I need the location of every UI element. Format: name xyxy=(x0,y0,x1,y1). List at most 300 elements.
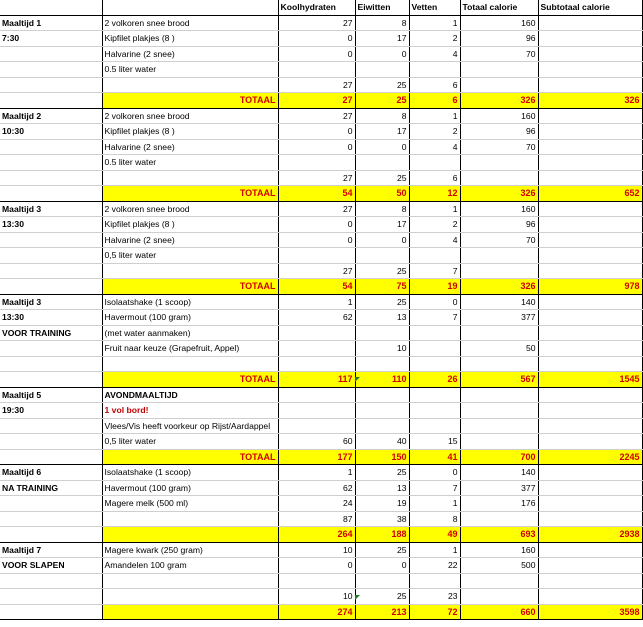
carbs-cell[interactable] xyxy=(278,418,355,434)
subtotal-calories-cell[interactable] xyxy=(538,62,642,78)
fat-cell[interactable]: 2 xyxy=(409,31,460,47)
subtotal-calories-cell[interactable]: 326 xyxy=(538,93,642,109)
subtotal-calories-cell[interactable] xyxy=(538,496,642,512)
protein-cell[interactable] xyxy=(355,403,409,419)
carbs-cell[interactable]: 27 xyxy=(278,108,355,124)
food-item-cell[interactable]: 2 volkoren snee brood xyxy=(102,201,278,217)
subtotal-calories-cell[interactable] xyxy=(538,542,642,558)
carbs-cell[interactable]: 274 xyxy=(278,604,355,620)
table-row xyxy=(0,434,642,450)
calories-cell[interactable]: 326 xyxy=(460,279,538,295)
protein-cell[interactable]: 10 xyxy=(355,341,409,357)
calories-cell[interactable] xyxy=(460,418,538,434)
protein-cell[interactable]: 0 xyxy=(355,558,409,574)
fat-cell[interactable]: 26 xyxy=(409,372,460,388)
carbs-cell[interactable]: 10 xyxy=(278,589,355,605)
protein-cell[interactable] xyxy=(355,418,409,434)
protein-cell[interactable]: 25 xyxy=(355,589,409,605)
calories-cell[interactable]: 326 xyxy=(460,186,538,202)
subtotal-calories-cell[interactable] xyxy=(538,387,642,403)
total-row xyxy=(0,449,642,465)
food-item-cell[interactable]: Kipfilet plakjes (8 ) xyxy=(102,124,278,140)
calories-cell[interactable]: 377 xyxy=(460,310,538,326)
protein-cell[interactable] xyxy=(355,325,409,341)
meal-label-cell[interactable]: 10:30 xyxy=(0,124,102,140)
food-item-cell[interactable]: Kipfilet plakjes (8 ) xyxy=(102,217,278,233)
subtotal-calories-cell[interactable] xyxy=(538,418,642,434)
meal-label-cell[interactable]: Maaltijd 3 xyxy=(0,294,102,310)
food-item-cell[interactable]: Halvarine (2 snee) xyxy=(102,232,278,248)
carbs-cell[interactable]: 0 xyxy=(278,232,355,248)
food-item-cell[interactable] xyxy=(102,573,278,589)
food-item-cell[interactable]: 1 vol bord! xyxy=(102,403,278,419)
calories-cell[interactable]: 700 xyxy=(460,449,538,465)
fat-cell[interactable] xyxy=(409,248,460,264)
fat-cell[interactable] xyxy=(409,155,460,171)
subtotal-calories-cell[interactable] xyxy=(538,403,642,419)
column-header[interactable]: Eiwitten xyxy=(355,0,409,15)
fat-cell[interactable] xyxy=(409,341,460,357)
subtotal-calories-cell[interactable]: 978 xyxy=(538,279,642,295)
fat-cell[interactable]: 6 xyxy=(409,77,460,93)
table-row xyxy=(0,558,642,574)
calories-cell[interactable]: 176 xyxy=(460,496,538,512)
food-item-cell[interactable]: TOTAAL xyxy=(102,449,278,465)
subtotal-calories-cell[interactable] xyxy=(538,356,642,372)
fat-cell[interactable] xyxy=(409,62,460,78)
carbs-cell[interactable]: 117 xyxy=(278,372,355,388)
subtotal-calories-cell[interactable] xyxy=(538,46,642,62)
calories-cell[interactable] xyxy=(460,589,538,605)
protein-cell[interactable]: 25 xyxy=(355,93,409,109)
calories-cell[interactable] xyxy=(460,170,538,186)
calories-cell[interactable]: 326 xyxy=(460,93,538,109)
carbs-cell[interactable]: 62 xyxy=(278,480,355,496)
table-row xyxy=(0,341,642,357)
carbs-cell[interactable] xyxy=(278,325,355,341)
food-item-cell[interactable] xyxy=(102,77,278,93)
table-row xyxy=(0,46,642,62)
food-item-cell[interactable]: Havermout (100 gram) xyxy=(102,480,278,496)
meal-label-cell[interactable]: Maaltijd 7 xyxy=(0,542,102,558)
calories-cell[interactable] xyxy=(460,325,538,341)
subtotal-calories-cell[interactable] xyxy=(538,155,642,171)
calories-cell[interactable] xyxy=(460,434,538,450)
protein-cell[interactable]: 19 xyxy=(355,496,409,512)
total-row xyxy=(0,93,642,109)
meal-label-cell[interactable]: 13:30 xyxy=(0,217,102,233)
calories-cell[interactable]: 660 xyxy=(460,604,538,620)
protein-cell[interactable] xyxy=(355,387,409,403)
total-row xyxy=(0,372,642,388)
fat-cell[interactable]: 7 xyxy=(409,310,460,326)
carbs-cell[interactable] xyxy=(278,155,355,171)
protein-cell[interactable] xyxy=(355,248,409,264)
subtotal-calories-cell[interactable] xyxy=(538,124,642,140)
meal-label-cell[interactable]: Maaltijd 1 xyxy=(0,15,102,31)
fat-cell[interactable]: 1 xyxy=(409,542,460,558)
meal-label-cell[interactable]: Maaltijd 5 xyxy=(0,387,102,403)
fat-cell[interactable]: 4 xyxy=(409,232,460,248)
meal-label-cell[interactable] xyxy=(0,589,102,605)
protein-cell[interactable]: 25 xyxy=(355,170,409,186)
fat-cell[interactable] xyxy=(409,573,460,589)
calories-cell[interactable]: 500 xyxy=(460,558,538,574)
food-item-cell[interactable]: 2 volkoren snee brood xyxy=(102,15,278,31)
carbs-cell[interactable]: 27 xyxy=(278,15,355,31)
protein-cell[interactable]: 25 xyxy=(355,465,409,481)
subtotal-calories-cell[interactable] xyxy=(538,573,642,589)
calories-cell[interactable]: 96 xyxy=(460,124,538,140)
fat-cell[interactable] xyxy=(409,418,460,434)
fat-cell[interactable]: 15 xyxy=(409,434,460,450)
food-item-cell[interactable]: 0,5 liter water xyxy=(102,248,278,264)
food-item-cell[interactable]: (met water aanmaken) xyxy=(102,325,278,341)
meal-label-cell[interactable] xyxy=(0,434,102,450)
carbs-cell[interactable]: 1 xyxy=(278,294,355,310)
carbs-cell[interactable]: 0 xyxy=(278,124,355,140)
meal-label-cell[interactable] xyxy=(0,186,102,202)
meal-label-cell[interactable] xyxy=(0,341,102,357)
calories-cell[interactable] xyxy=(460,263,538,279)
meal-label-cell[interactable] xyxy=(0,573,102,589)
subtotal-calories-cell[interactable]: 3598 xyxy=(538,604,642,620)
carbs-cell[interactable]: 62 xyxy=(278,310,355,326)
protein-cell[interactable]: 188 xyxy=(355,527,409,543)
meal-label-cell[interactable] xyxy=(0,77,102,93)
table-row xyxy=(0,480,642,496)
meal-label-cell[interactable] xyxy=(0,356,102,372)
subtotal-calories-cell[interactable] xyxy=(538,232,642,248)
fat-cell[interactable]: 49 xyxy=(409,527,460,543)
food-item-cell[interactable]: TOTAAL xyxy=(102,186,278,202)
fat-cell[interactable] xyxy=(409,325,460,341)
column-header[interactable]: Koolhydraten xyxy=(278,0,355,15)
carbs-cell[interactable] xyxy=(278,403,355,419)
protein-cell[interactable]: 25 xyxy=(355,263,409,279)
food-item-cell[interactable]: Fruit naar keuze (Grapefruit, Appel) xyxy=(102,341,278,357)
fat-cell[interactable]: 2 xyxy=(409,217,460,233)
food-item-cell[interactable] xyxy=(102,356,278,372)
protein-cell[interactable]: 13 xyxy=(355,480,409,496)
carbs-cell[interactable] xyxy=(278,356,355,372)
carbs-cell[interactable] xyxy=(278,341,355,357)
fat-cell[interactable]: 6 xyxy=(409,170,460,186)
meal-label-cell[interactable]: Maaltijd 3 xyxy=(0,201,102,217)
table-row xyxy=(0,108,642,124)
meal-label-cell[interactable] xyxy=(0,248,102,264)
food-item-cell[interactable]: Magere melk (500 ml) xyxy=(102,496,278,512)
meal-label-cell[interactable] xyxy=(0,372,102,388)
meal-label-cell[interactable] xyxy=(0,263,102,279)
protein-cell[interactable]: 8 xyxy=(355,201,409,217)
fat-cell[interactable]: 7 xyxy=(409,480,460,496)
fat-cell[interactable] xyxy=(409,387,460,403)
table-row xyxy=(0,124,642,140)
fat-cell[interactable]: 7 xyxy=(409,263,460,279)
carbs-cell[interactable]: 27 xyxy=(278,77,355,93)
food-item-cell[interactable]: TOTAAL xyxy=(102,279,278,295)
meal-label-cell[interactable]: Maaltijd 2 xyxy=(0,108,102,124)
protein-cell[interactable]: 25 xyxy=(355,542,409,558)
protein-cell[interactable]: 8 xyxy=(355,15,409,31)
food-item-cell[interactable]: Amandelen 100 gram xyxy=(102,558,278,574)
fat-cell[interactable]: 4 xyxy=(409,139,460,155)
carbs-cell[interactable]: 0 xyxy=(278,139,355,155)
calories-cell[interactable] xyxy=(460,403,538,419)
meal-label-cell[interactable]: VOOR SLAPEN xyxy=(0,558,102,574)
food-item-cell[interactable]: Vlees/Vis heeft voorkeur op Rijst/Aardappel xyxy=(102,418,278,434)
calories-cell[interactable]: 377 xyxy=(460,480,538,496)
carbs-cell[interactable]: 0 xyxy=(278,31,355,47)
subtotal-calories-cell[interactable] xyxy=(538,294,642,310)
calories-cell[interactable]: 50 xyxy=(460,341,538,357)
subtotal-calories-cell[interactable] xyxy=(538,108,642,124)
meal-label-cell[interactable]: 7:30 xyxy=(0,31,102,47)
table-row xyxy=(0,31,642,47)
total-row xyxy=(0,527,642,543)
meal-label-cell[interactable]: 19:30 xyxy=(0,403,102,419)
food-item-cell[interactable]: Havermout (100 gram) xyxy=(102,310,278,326)
carbs-cell[interactable]: 27 xyxy=(278,93,355,109)
subtotal-calories-cell[interactable] xyxy=(538,434,642,450)
calories-cell[interactable]: 70 xyxy=(460,139,538,155)
protein-cell[interactable]: 8 xyxy=(355,108,409,124)
calories-cell[interactable]: 160 xyxy=(460,15,538,31)
subtotal-calories-cell[interactable] xyxy=(538,511,642,527)
fat-cell[interactable]: 2 xyxy=(409,124,460,140)
meal-label-cell[interactable] xyxy=(0,155,102,171)
column-header[interactable]: Vetten xyxy=(409,0,460,15)
protein-cell[interactable]: 40 xyxy=(355,434,409,450)
protein-cell[interactable]: 25 xyxy=(355,294,409,310)
meal-label-cell[interactable] xyxy=(0,93,102,109)
calories-cell[interactable] xyxy=(460,248,538,264)
meal-label-cell[interactable] xyxy=(0,139,102,155)
calories-cell[interactable] xyxy=(460,356,538,372)
table-row xyxy=(0,294,642,310)
header-row xyxy=(0,0,642,15)
protein-cell[interactable]: 38 xyxy=(355,511,409,527)
protein-cell[interactable]: 25 xyxy=(355,77,409,93)
calories-cell[interactable]: 140 xyxy=(460,294,538,310)
carbs-cell[interactable]: 27 xyxy=(278,263,355,279)
subtotal-calories-cell[interactable] xyxy=(538,77,642,93)
calories-cell[interactable] xyxy=(460,511,538,527)
carbs-cell[interactable]: 0 xyxy=(278,558,355,574)
subtotal-calories-cell[interactable] xyxy=(538,31,642,47)
protein-cell[interactable]: 0 xyxy=(355,46,409,62)
protein-cell[interactable]: 17 xyxy=(355,124,409,140)
calories-cell[interactable] xyxy=(460,77,538,93)
carbs-cell[interactable]: 10 xyxy=(278,542,355,558)
subtotal-calories-cell[interactable] xyxy=(538,480,642,496)
meal-label-cell[interactable]: NA TRAINING xyxy=(0,480,102,496)
food-item-cell[interactable]: Isolaatshake (1 scoop) xyxy=(102,465,278,481)
fat-cell[interactable]: 1 xyxy=(409,15,460,31)
subtotal-calories-cell[interactable] xyxy=(538,217,642,233)
calories-cell[interactable] xyxy=(460,573,538,589)
carbs-cell[interactable] xyxy=(278,573,355,589)
fat-cell[interactable]: 0 xyxy=(409,294,460,310)
table-row xyxy=(0,232,642,248)
food-item-cell[interactable]: Isolaatshake (1 scoop) xyxy=(102,294,278,310)
calories-cell[interactable] xyxy=(460,62,538,78)
fat-cell[interactable]: 22 xyxy=(409,558,460,574)
protein-cell[interactable]: 50 xyxy=(355,186,409,202)
calories-cell[interactable]: 70 xyxy=(460,46,538,62)
protein-cell[interactable]: 0 xyxy=(355,232,409,248)
food-item-cell[interactable]: Halvarine (2 snee) xyxy=(102,46,278,62)
protein-cell[interactable]: 75 xyxy=(355,279,409,295)
carbs-cell[interactable]: 0 xyxy=(278,46,355,62)
column-header[interactable]: Totaal calorie xyxy=(460,0,538,15)
carbs-cell[interactable]: 264 xyxy=(278,527,355,543)
food-item-cell[interactable]: TOTAAL xyxy=(102,372,278,388)
calories-cell[interactable]: 160 xyxy=(460,201,538,217)
protein-cell[interactable]: 0 xyxy=(355,139,409,155)
food-item-cell[interactable] xyxy=(102,511,278,527)
carbs-cell[interactable]: 60 xyxy=(278,434,355,450)
meal-label-cell[interactable] xyxy=(0,170,102,186)
subtotal-calories-cell[interactable] xyxy=(538,465,642,481)
fat-cell[interactable]: 6 xyxy=(409,93,460,109)
carbs-cell[interactable]: 54 xyxy=(278,186,355,202)
protein-cell[interactable]: 150 xyxy=(355,449,409,465)
food-item-cell[interactable]: AVONDMAALTIJD xyxy=(102,387,278,403)
carbs-cell[interactable]: 24 xyxy=(278,496,355,512)
meal-label-cell[interactable] xyxy=(0,496,102,512)
protein-cell[interactable]: 110 xyxy=(355,372,409,388)
table-row xyxy=(0,356,642,372)
meal-label-cell[interactable]: Maaltijd 6 xyxy=(0,465,102,481)
carbs-cell[interactable] xyxy=(278,62,355,78)
subtotal-calories-cell[interactable]: 652 xyxy=(538,186,642,202)
subtotal-calories-cell[interactable] xyxy=(538,558,642,574)
calories-cell[interactable]: 693 xyxy=(460,527,538,543)
carbs-cell[interactable]: 1 xyxy=(278,465,355,481)
column-header[interactable]: Subtotaal calorie xyxy=(538,0,642,15)
food-item-cell[interactable]: Magere kwark (250 gram) xyxy=(102,542,278,558)
carbs-cell[interactable]: 87 xyxy=(278,511,355,527)
food-item-cell[interactable] xyxy=(102,589,278,605)
fat-cell[interactable] xyxy=(409,356,460,372)
subtotal-calories-cell[interactable]: 2938 xyxy=(538,527,642,543)
table-row xyxy=(0,387,642,403)
food-item-cell[interactable]: Kipfilet plakjes (8 ) xyxy=(102,31,278,47)
subtotal-calories-cell[interactable] xyxy=(538,248,642,264)
carbs-cell[interactable]: 27 xyxy=(278,201,355,217)
column-header[interactable] xyxy=(102,0,278,15)
meal-label-cell[interactable]: 13:30 xyxy=(0,310,102,326)
meal-label-cell[interactable] xyxy=(0,511,102,527)
subtotal-calories-cell[interactable]: 1545 xyxy=(538,372,642,388)
meal-label-cell[interactable] xyxy=(0,232,102,248)
calories-cell[interactable]: 140 xyxy=(460,465,538,481)
protein-cell[interactable] xyxy=(355,155,409,171)
food-item-cell[interactable]: TOTAAL xyxy=(102,93,278,109)
fat-cell[interactable]: 8 xyxy=(409,511,460,527)
meal-label-cell[interactable] xyxy=(0,62,102,78)
food-item-cell[interactable]: 0,5 liter water xyxy=(102,434,278,450)
food-item-cell[interactable]: 0.5 liter water xyxy=(102,62,278,78)
food-item-cell[interactable]: 2 volkoren snee brood xyxy=(102,108,278,124)
meal-label-cell[interactable] xyxy=(0,279,102,295)
food-item-cell[interactable] xyxy=(102,263,278,279)
carbs-cell[interactable] xyxy=(278,387,355,403)
meal-label-cell[interactable] xyxy=(0,604,102,620)
carbs-cell[interactable]: 27 xyxy=(278,170,355,186)
food-item-cell[interactable] xyxy=(102,604,278,620)
meal-label-cell[interactable]: VOOR TRAINING xyxy=(0,325,102,341)
subtotal-row xyxy=(0,263,642,279)
fat-cell[interactable]: 4 xyxy=(409,46,460,62)
protein-cell[interactable] xyxy=(355,356,409,372)
fat-cell[interactable]: 1 xyxy=(409,496,460,512)
cell-comment-marker xyxy=(355,377,360,382)
food-item-cell[interactable]: 0.5 liter water xyxy=(102,155,278,171)
table-row xyxy=(0,403,642,419)
fat-cell[interactable]: 72 xyxy=(409,604,460,620)
meal-label-cell[interactable] xyxy=(0,46,102,62)
subtotal-calories-cell[interactable] xyxy=(538,170,642,186)
fat-cell[interactable]: 19 xyxy=(409,279,460,295)
column-header[interactable] xyxy=(0,0,102,15)
subtotal-calories-cell[interactable] xyxy=(538,325,642,341)
subtotal-calories-cell[interactable]: 2245 xyxy=(538,449,642,465)
calories-cell[interactable] xyxy=(460,155,538,171)
fat-cell[interactable]: 1 xyxy=(409,201,460,217)
calories-cell[interactable]: 160 xyxy=(460,542,538,558)
meal-label-cell[interactable] xyxy=(0,418,102,434)
protein-cell[interactable]: 17 xyxy=(355,217,409,233)
calories-cell[interactable]: 96 xyxy=(460,31,538,47)
fat-cell[interactable] xyxy=(409,403,460,419)
calories-cell[interactable]: 567 xyxy=(460,372,538,388)
fat-cell[interactable]: 41 xyxy=(409,449,460,465)
calories-cell[interactable]: 70 xyxy=(460,232,538,248)
fat-cell[interactable]: 23 xyxy=(409,589,460,605)
subtotal-calories-cell[interactable] xyxy=(538,341,642,357)
protein-cell[interactable] xyxy=(355,62,409,78)
food-item-cell[interactable] xyxy=(102,170,278,186)
protein-cell[interactable]: 213 xyxy=(355,604,409,620)
calories-cell[interactable]: 96 xyxy=(460,217,538,233)
protein-cell[interactable] xyxy=(355,573,409,589)
protein-cell[interactable]: 13 xyxy=(355,310,409,326)
fat-cell[interactable]: 0 xyxy=(409,465,460,481)
subtotal-calories-cell[interactable] xyxy=(538,310,642,326)
carbs-cell[interactable] xyxy=(278,248,355,264)
fat-cell[interactable]: 12 xyxy=(409,186,460,202)
carbs-cell[interactable]: 177 xyxy=(278,449,355,465)
subtotal-calories-cell[interactable] xyxy=(538,139,642,155)
subtotal-calories-cell[interactable] xyxy=(538,15,642,31)
subtotal-calories-cell[interactable] xyxy=(538,263,642,279)
meal-label-cell[interactable] xyxy=(0,527,102,543)
carbs-cell[interactable]: 0 xyxy=(278,217,355,233)
subtotal-calories-cell[interactable] xyxy=(538,201,642,217)
carbs-cell[interactable]: 54 xyxy=(278,279,355,295)
subtotal-calories-cell[interactable] xyxy=(538,589,642,605)
food-item-cell[interactable] xyxy=(102,527,278,543)
protein-cell[interactable]: 17 xyxy=(355,31,409,47)
calories-cell[interactable]: 160 xyxy=(460,108,538,124)
food-item-cell[interactable]: Halvarine (2 snee) xyxy=(102,139,278,155)
fat-cell[interactable]: 1 xyxy=(409,108,460,124)
calories-cell[interactable] xyxy=(460,387,538,403)
meal-label-cell[interactable] xyxy=(0,449,102,465)
